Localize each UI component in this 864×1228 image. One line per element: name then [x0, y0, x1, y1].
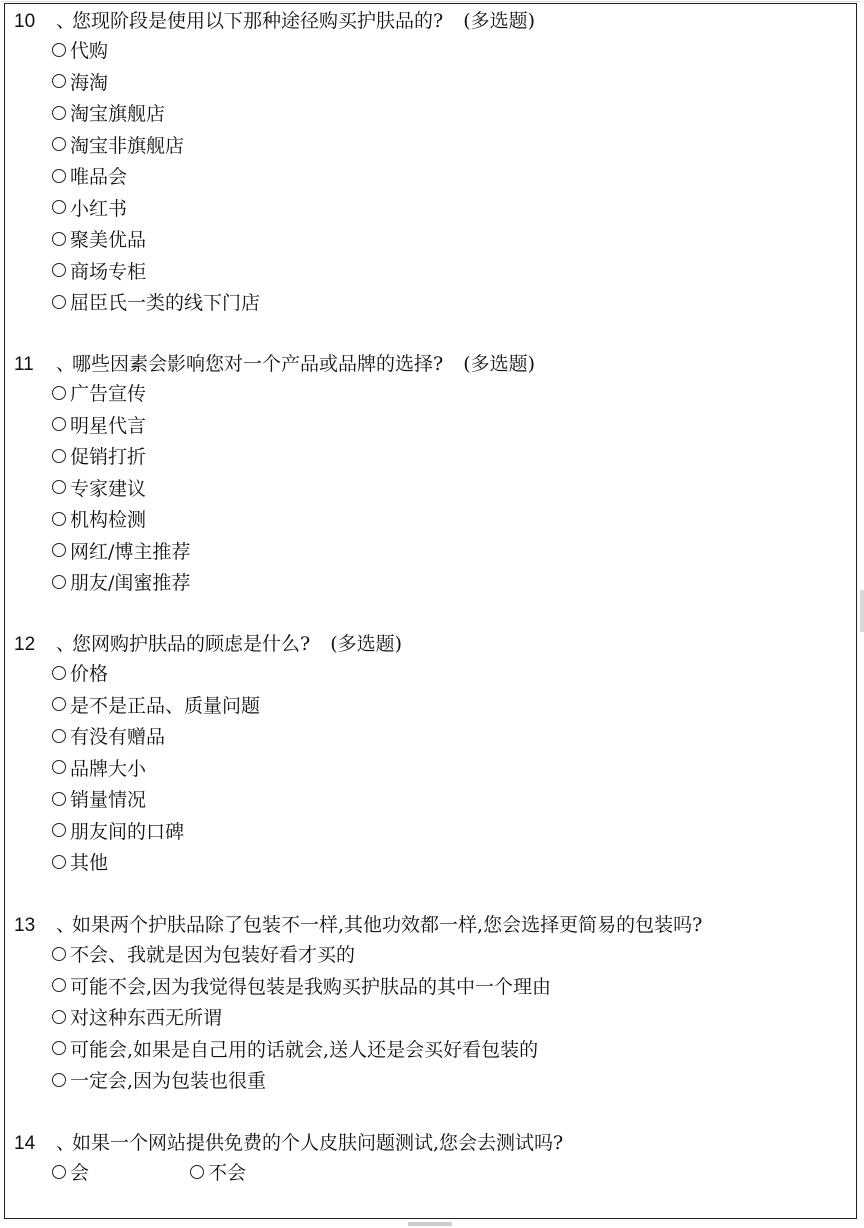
option-label: 朋友/闺蜜推荐	[70, 572, 191, 595]
option-item[interactable]	[52, 66, 535, 98]
radio-button[interactable]	[52, 978, 66, 992]
option-label: 会	[70, 1162, 90, 1185]
question-text: 哪些因素会影响您对一个产品或品牌的选择?	[72, 353, 444, 375]
option-item[interactable]	[52, 783, 402, 815]
question-separator: 、	[56, 353, 76, 375]
radio-button[interactable]	[52, 43, 66, 57]
multi-select-tag: (多选题)	[463, 10, 536, 32]
option-label: 促销打折	[70, 446, 147, 469]
option-item[interactable]	[52, 566, 535, 598]
option-label: 一定会,因为包装也很重	[70, 1070, 267, 1093]
scrollbar-handle[interactable]	[860, 590, 864, 632]
option-item[interactable]	[52, 1033, 702, 1065]
option-label: 有没有赠品	[70, 726, 166, 749]
option-item[interactable]	[190, 1156, 246, 1188]
question-number: 10	[14, 11, 36, 32]
option-item[interactable]	[52, 938, 702, 970]
option-label: 销量情况	[70, 789, 147, 812]
option-label: 明星代言	[70, 414, 147, 437]
option-list	[52, 657, 402, 878]
radio-button[interactable]	[52, 449, 66, 463]
radio-button[interactable]	[52, 1010, 66, 1024]
option-list	[52, 377, 535, 598]
radio-button[interactable]	[52, 947, 66, 961]
question-separator: 、	[56, 10, 76, 32]
question-number: 12	[14, 634, 36, 655]
option-item[interactable]	[52, 503, 535, 535]
option-label: 淘宝旗舰店	[70, 103, 166, 126]
option-label: 品牌大小	[70, 757, 147, 780]
option-item[interactable]	[52, 160, 535, 192]
radio-button[interactable]	[52, 1165, 66, 1179]
option-item[interactable]	[52, 409, 535, 441]
option-label: 对这种东西无所谓	[70, 1007, 223, 1030]
question-heading	[14, 6, 535, 34]
page-edge-marker	[408, 1222, 452, 1226]
question-10	[14, 6, 535, 318]
radio-button[interactable]	[52, 760, 66, 774]
option-item[interactable]	[52, 192, 535, 224]
option-item[interactable]	[52, 535, 535, 567]
option-item[interactable]	[52, 657, 402, 689]
question-number: 14	[14, 1133, 36, 1154]
option-item[interactable]	[52, 440, 535, 472]
radio-button[interactable]	[52, 1041, 66, 1055]
radio-button[interactable]	[52, 729, 66, 743]
option-label: 代购	[70, 40, 109, 63]
radio-button[interactable]	[52, 697, 66, 711]
option-item[interactable]	[52, 689, 402, 721]
option-item[interactable]	[52, 34, 535, 66]
option-item[interactable]	[52, 752, 402, 784]
option-label: 小红书	[70, 197, 128, 220]
option-label: 聚美优品	[70, 229, 147, 252]
option-label: 广告宣传	[70, 383, 147, 406]
question-text: 您现阶段是使用以下那种途径购买护肤品的?	[72, 10, 444, 32]
option-label: 网红/博主推荐	[70, 540, 191, 563]
question-heading	[14, 629, 402, 657]
radio-button[interactable]	[52, 512, 66, 526]
option-item[interactable]	[52, 720, 402, 752]
radio-button[interactable]	[52, 480, 66, 494]
option-item[interactable]	[52, 970, 702, 1002]
radio-button[interactable]	[52, 823, 66, 837]
option-label: 朋友间的口碑	[70, 820, 185, 843]
option-item[interactable]	[52, 223, 535, 255]
radio-button[interactable]	[52, 137, 66, 151]
question-separator: 、	[56, 633, 76, 655]
radio-button[interactable]	[52, 666, 66, 680]
question-heading	[14, 349, 535, 377]
radio-button[interactable]	[52, 169, 66, 183]
option-label: 商场专柜	[70, 260, 147, 283]
question-number: 13	[14, 915, 36, 936]
radio-button[interactable]	[52, 74, 66, 88]
option-label: 不会	[208, 1162, 247, 1185]
option-label: 海淘	[70, 71, 109, 94]
radio-button[interactable]	[52, 106, 66, 120]
option-label: 可能会,如果是自己用的话就会,送人还是会买好看包装的	[70, 1038, 539, 1061]
multi-select-tag: (多选题)	[463, 353, 536, 375]
option-item[interactable]	[52, 286, 535, 318]
radio-button[interactable]	[52, 263, 66, 277]
radio-button[interactable]	[52, 386, 66, 400]
option-label: 其他	[70, 852, 109, 875]
option-label: 专家建议	[70, 477, 147, 500]
question-11	[14, 349, 535, 598]
radio-button[interactable]	[52, 417, 66, 431]
question-13	[14, 910, 702, 1096]
radio-button[interactable]	[52, 232, 66, 246]
option-label: 可能不会,因为我觉得包装是我购买护肤品的其中一个理由	[70, 975, 552, 998]
option-item[interactable]	[52, 255, 535, 287]
option-item[interactable]	[52, 846, 402, 878]
multi-select-tag: (多选题)	[330, 633, 403, 655]
radio-button[interactable]	[52, 855, 66, 869]
option-item[interactable]	[52, 97, 535, 129]
radio-button[interactable]	[190, 1165, 204, 1179]
question-text: 如果一个网站提供免费的个人皮肤问题测试,您会去测试吗?	[72, 1132, 564, 1154]
option-list	[52, 938, 702, 1096]
radio-button[interactable]	[52, 575, 66, 589]
option-list	[52, 1156, 563, 1188]
option-list	[52, 34, 535, 318]
question-separator: 、	[56, 1132, 76, 1154]
question-12	[14, 629, 402, 878]
question-number: 11	[14, 354, 34, 375]
question-heading	[14, 910, 702, 938]
question-separator: 、	[56, 914, 76, 936]
option-item[interactable]	[52, 1156, 190, 1188]
question-text: 您网购护肤品的顾虑是什么?	[72, 633, 311, 655]
question-text: 如果两个护肤品除了包装不一样,其他功效都一样,您会选择更简易的包装吗?	[72, 914, 703, 936]
option-item[interactable]	[52, 377, 535, 409]
radio-button[interactable]	[52, 543, 66, 557]
option-item[interactable]	[52, 129, 535, 161]
option-label: 屈臣氏一类的线下门店	[70, 292, 261, 315]
radio-button[interactable]	[52, 200, 66, 214]
option-label: 是不是正品、质量问题	[70, 694, 261, 717]
option-label: 唯品会	[70, 166, 128, 189]
question-14	[14, 1128, 563, 1188]
question-heading	[14, 1128, 563, 1156]
option-item[interactable]	[52, 472, 535, 504]
option-label: 淘宝非旗舰店	[70, 134, 185, 157]
option-item[interactable]	[52, 1064, 702, 1096]
radio-button[interactable]	[52, 1073, 66, 1087]
radio-button[interactable]	[52, 792, 66, 806]
option-label: 不会、我就是因为包装好看才买的	[70, 944, 356, 967]
radio-button[interactable]	[52, 295, 66, 309]
option-label: 价格	[70, 663, 109, 686]
option-item[interactable]	[52, 815, 402, 847]
option-item[interactable]	[52, 1001, 702, 1033]
option-label: 机构检测	[70, 509, 147, 532]
